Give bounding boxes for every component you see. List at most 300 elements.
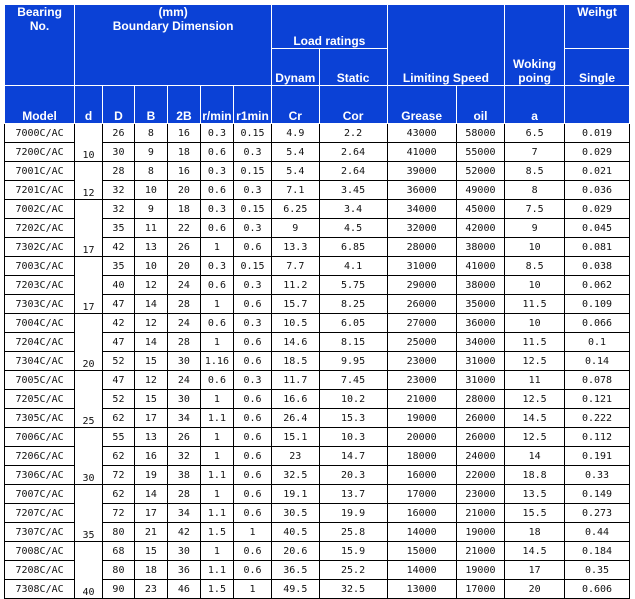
static-load-cell: 7.45 — [319, 371, 387, 390]
r1-min-cell: 0.15 — [233, 162, 271, 181]
r-min-cell: 1 — [200, 447, 233, 466]
model-cell: 7303C/AC — [5, 295, 75, 314]
outer-diameter-cell: 30 — [102, 143, 134, 162]
dynamic-load-cell: 18.5 — [272, 352, 319, 371]
grease-speed-cell: 18000 — [387, 447, 456, 466]
outer-diameter-cell: 42 — [102, 238, 134, 257]
dynamic-load-cell: 36.5 — [272, 561, 319, 580]
oil-speed-cell: 49000 — [456, 181, 504, 200]
woking-poing-cell: 8 — [505, 181, 565, 200]
r-min-cell: 1.5 — [200, 580, 233, 599]
grease-speed-cell: 14000 — [387, 523, 456, 542]
double-width-cell: 28 — [167, 485, 200, 504]
grease-speed-cell: 25000 — [387, 333, 456, 352]
dynamic-load-cell: 16.6 — [272, 390, 319, 409]
dynamic-load-cell: 30.5 — [272, 504, 319, 523]
woking-poing-cell: 10 — [505, 276, 565, 295]
static-load-cell: 8.15 — [319, 333, 387, 352]
double-width-cell: 20 — [167, 181, 200, 200]
grease-speed-cell: 32000 — [387, 219, 456, 238]
static-load-cell: 6.85 — [319, 238, 387, 257]
width-cell: 14 — [134, 295, 167, 314]
r-min-cell: 0.6 — [200, 276, 233, 295]
oil-speed-cell: 19000 — [456, 561, 504, 580]
header-woking-poing: Woking poing — [505, 5, 565, 86]
static-load-cell: 2.64 — [319, 162, 387, 181]
double-width-cell: 28 — [167, 295, 200, 314]
oil-speed-cell: 23000 — [456, 485, 504, 504]
table-row — [5, 124, 630, 143]
dynamic-load-cell: 14.6 — [272, 333, 319, 352]
dynamic-load-cell: 7.1 — [272, 181, 319, 200]
woking-poing-cell: 12.5 — [505, 390, 565, 409]
dynamic-load-cell: 13.3 — [272, 238, 319, 257]
r-min-cell: 1.16 — [200, 352, 233, 371]
weight-cell: 0.062 — [565, 276, 630, 295]
weight-cell: 0.066 — [565, 314, 630, 333]
header-boundary-dimension — [75, 5, 272, 86]
oil-speed-cell: 31000 — [456, 371, 504, 390]
dynamic-load-cell: 15.7 — [272, 295, 319, 314]
dynamic-load-cell: 23 — [272, 447, 319, 466]
oil-speed-cell: 26000 — [456, 428, 504, 447]
outer-diameter-cell: 32 — [102, 200, 134, 219]
woking-poing-cell: 9 — [505, 219, 565, 238]
outer-diameter-cell: 90 — [102, 580, 134, 599]
model-cell: 7306C/AC — [5, 466, 75, 485]
r-min-cell: 1 — [200, 390, 233, 409]
table-body — [5, 124, 630, 599]
weight-cell: 0.036 — [565, 181, 630, 200]
double-width-cell: 28 — [167, 333, 200, 352]
grease-speed-cell: 20000 — [387, 428, 456, 447]
weight-cell: 0.606 — [565, 580, 630, 599]
double-width-cell: 30 — [167, 542, 200, 561]
header-D: D — [102, 86, 134, 124]
outer-diameter-cell: 62 — [102, 447, 134, 466]
width-cell: 16 — [134, 447, 167, 466]
outer-diameter-cell: 55 — [102, 428, 134, 447]
r1-min-cell: 0.3 — [233, 181, 271, 200]
weight-cell: 0.35 — [565, 561, 630, 580]
oil-speed-cell: 19000 — [456, 523, 504, 542]
woking-poing-cell: 8.5 — [505, 257, 565, 276]
model-cell: 7206C/AC — [5, 447, 75, 466]
model-cell: 7204C/AC — [5, 333, 75, 352]
oil-speed-cell: 22000 — [456, 466, 504, 485]
woking-poing-cell: 12.5 — [505, 428, 565, 447]
static-load-cell: 13.7 — [319, 485, 387, 504]
r1-min-cell: 0.15 — [233, 124, 271, 143]
weight-cell: 0.109 — [565, 295, 630, 314]
r1-min-cell: 0.6 — [233, 485, 271, 504]
oil-speed-cell: 28000 — [456, 390, 504, 409]
table-row — [5, 371, 630, 390]
weight-cell: 0.045 — [565, 219, 630, 238]
dynamic-load-cell: 26.4 — [272, 409, 319, 428]
model-cell: 7304C/AC — [5, 352, 75, 371]
woking-poing-cell: 14 — [505, 447, 565, 466]
woking-poing-cell: 20 — [505, 580, 565, 599]
outer-diameter-cell: 32 — [102, 181, 134, 200]
woking-poing-cell: 7 — [505, 143, 565, 162]
table-header — [5, 5, 630, 124]
table-row — [5, 314, 630, 333]
oil-speed-cell: 58000 — [456, 124, 504, 143]
dynamic-load-cell: 11.2 — [272, 276, 319, 295]
bore-diameter-cell: 25 — [75, 371, 103, 428]
dynamic-load-cell: 10.5 — [272, 314, 319, 333]
oil-speed-cell: 52000 — [456, 162, 504, 181]
r1-min-cell: 0.3 — [233, 314, 271, 333]
table-row — [5, 542, 630, 561]
model-cell: 7203C/AC — [5, 276, 75, 295]
model-cell: 7003C/AC — [5, 257, 75, 276]
header-static: Static — [319, 49, 387, 86]
double-width-cell: 24 — [167, 314, 200, 333]
static-load-cell: 2.2 — [319, 124, 387, 143]
header-oil: oil — [456, 86, 504, 124]
r1-min-cell: 0.6 — [233, 561, 271, 580]
grease-speed-cell: 13000 — [387, 580, 456, 599]
static-load-cell: 2.64 — [319, 143, 387, 162]
weight-cell: 0.121 — [565, 390, 630, 409]
header-grease: Grease — [387, 86, 456, 124]
outer-diameter-cell: 35 — [102, 257, 134, 276]
woking-poing-cell: 11.5 — [505, 333, 565, 352]
dynamic-load-cell: 5.4 — [272, 143, 319, 162]
r1-min-cell: 1 — [233, 580, 271, 599]
outer-diameter-cell: 80 — [102, 523, 134, 542]
header-B: B — [134, 86, 167, 124]
double-width-cell: 24 — [167, 371, 200, 390]
static-load-cell: 15.3 — [319, 409, 387, 428]
static-load-cell: 8.25 — [319, 295, 387, 314]
weight-cell: 0.14 — [565, 352, 630, 371]
r-min-cell: 1.1 — [200, 561, 233, 580]
woking-poing-cell: 11.5 — [505, 295, 565, 314]
table-row — [5, 428, 630, 447]
model-cell: 7200C/AC — [5, 143, 75, 162]
r1-min-cell: 0.15 — [233, 200, 271, 219]
r1-min-cell: 0.6 — [233, 295, 271, 314]
width-cell: 15 — [134, 542, 167, 561]
grease-speed-cell: 23000 — [387, 352, 456, 371]
table-row — [5, 257, 630, 276]
header-bearing-no: Bearing No. — [5, 5, 75, 86]
r-min-cell: 1.1 — [200, 504, 233, 523]
header-dynam: Dynam — [272, 49, 319, 86]
double-width-cell: 38 — [167, 466, 200, 485]
double-width-cell: 20 — [167, 257, 200, 276]
outer-diameter-cell: 72 — [102, 466, 134, 485]
width-cell: 11 — [134, 219, 167, 238]
woking-poing-cell: 10 — [505, 238, 565, 257]
outer-diameter-cell: 52 — [102, 390, 134, 409]
dynamic-load-cell: 11.7 — [272, 371, 319, 390]
bore-diameter-cell: 17 — [75, 200, 103, 257]
model-cell: 7002C/AC — [5, 200, 75, 219]
width-cell: 8 — [134, 124, 167, 143]
dynamic-load-cell: 20.6 — [272, 542, 319, 561]
grease-speed-cell: 16000 — [387, 466, 456, 485]
outer-diameter-cell: 72 — [102, 504, 134, 523]
weight-cell: 0.184 — [565, 542, 630, 561]
r1-min-cell: 0.6 — [233, 447, 271, 466]
table-row — [5, 162, 630, 181]
double-width-cell: 30 — [167, 352, 200, 371]
width-cell: 17 — [134, 504, 167, 523]
outer-diameter-cell: 47 — [102, 295, 134, 314]
woking-poing-cell: 12.5 — [505, 352, 565, 371]
weight-cell: 0.038 — [565, 257, 630, 276]
outer-diameter-cell: 52 — [102, 352, 134, 371]
header-model: Model — [5, 86, 75, 124]
r1-min-cell: 0.6 — [233, 542, 271, 561]
weight-cell: 0.081 — [565, 238, 630, 257]
grease-speed-cell: 17000 — [387, 485, 456, 504]
r-min-cell: 1 — [200, 485, 233, 504]
oil-speed-cell: 38000 — [456, 276, 504, 295]
outer-diameter-cell: 28 — [102, 162, 134, 181]
weight-cell: 0.029 — [565, 143, 630, 162]
r-min-cell: 1 — [200, 333, 233, 352]
width-cell: 17 — [134, 409, 167, 428]
grease-speed-cell: 31000 — [387, 257, 456, 276]
weight-cell: 0.44 — [565, 523, 630, 542]
double-width-cell: 34 — [167, 409, 200, 428]
grease-speed-cell: 28000 — [387, 238, 456, 257]
model-cell: 7006C/AC — [5, 428, 75, 447]
woking-poing-cell: 14.5 — [505, 542, 565, 561]
double-width-cell: 18 — [167, 143, 200, 162]
double-width-cell: 24 — [167, 276, 200, 295]
weight-cell: 0.029 — [565, 200, 630, 219]
width-cell: 23 — [134, 580, 167, 599]
r1-min-cell: 0.6 — [233, 504, 271, 523]
dynamic-load-cell: 15.1 — [272, 428, 319, 447]
r1-min-cell: 0.15 — [233, 257, 271, 276]
r1-min-cell: 0.3 — [233, 371, 271, 390]
static-load-cell: 19.9 — [319, 504, 387, 523]
double-width-cell: 34 — [167, 504, 200, 523]
static-load-cell: 4.5 — [319, 219, 387, 238]
width-cell: 15 — [134, 352, 167, 371]
outer-diameter-cell: 62 — [102, 485, 134, 504]
weight-cell: 0.112 — [565, 428, 630, 447]
width-cell: 10 — [134, 181, 167, 200]
r1-min-cell: 0.6 — [233, 352, 271, 371]
r-min-cell: 0.6 — [200, 219, 233, 238]
oil-speed-cell: 17000 — [456, 580, 504, 599]
model-cell: 7308C/AC — [5, 580, 75, 599]
r-min-cell: 1 — [200, 238, 233, 257]
woking-poing-cell: 7.5 — [505, 200, 565, 219]
header-mm: (mm) — [158, 5, 188, 19]
width-cell: 12 — [134, 371, 167, 390]
grease-speed-cell: 14000 — [387, 561, 456, 580]
grease-speed-cell: 36000 — [387, 181, 456, 200]
oil-speed-cell: 34000 — [456, 333, 504, 352]
model-cell: 7302C/AC — [5, 238, 75, 257]
oil-speed-cell: 55000 — [456, 143, 504, 162]
static-load-cell: 25.2 — [319, 561, 387, 580]
r-min-cell: 1 — [200, 295, 233, 314]
bore-diameter-cell: 30 — [75, 428, 103, 485]
oil-speed-cell: 41000 — [456, 257, 504, 276]
width-cell: 10 — [134, 257, 167, 276]
r-min-cell: 0.6 — [200, 143, 233, 162]
static-load-cell: 10.2 — [319, 390, 387, 409]
weight-cell: 0.273 — [565, 504, 630, 523]
static-load-cell: 4.1 — [319, 257, 387, 276]
static-load-cell: 3.4 — [319, 200, 387, 219]
double-width-cell: 32 — [167, 447, 200, 466]
width-cell: 18 — [134, 561, 167, 580]
grease-speed-cell: 43000 — [387, 124, 456, 143]
dynamic-load-cell: 32.5 — [272, 466, 319, 485]
r1-min-cell: 0.6 — [233, 390, 271, 409]
bearing-spec-table — [4, 4, 630, 599]
model-cell: 7205C/AC — [5, 390, 75, 409]
table-row — [5, 200, 630, 219]
grease-speed-cell: 26000 — [387, 295, 456, 314]
r-min-cell: 1.1 — [200, 409, 233, 428]
model-cell: 7208C/AC — [5, 561, 75, 580]
grease-speed-cell: 34000 — [387, 200, 456, 219]
dynamic-load-cell: 19.1 — [272, 485, 319, 504]
double-width-cell: 42 — [167, 523, 200, 542]
dynamic-load-cell: 9 — [272, 219, 319, 238]
oil-speed-cell: 21000 — [456, 542, 504, 561]
static-load-cell: 25.8 — [319, 523, 387, 542]
grease-speed-cell: 41000 — [387, 143, 456, 162]
weight-cell: 0.019 — [565, 124, 630, 143]
woking-poing-cell: 15.5 — [505, 504, 565, 523]
header-d: d — [75, 86, 103, 124]
r-min-cell: 0.3 — [200, 257, 233, 276]
header-limiting-speed: Limiting Speed — [387, 5, 505, 86]
bore-diameter-cell: 40 — [75, 542, 103, 599]
r1-min-cell: 0.3 — [233, 219, 271, 238]
oil-speed-cell: 38000 — [456, 238, 504, 257]
double-width-cell: 26 — [167, 238, 200, 257]
oil-speed-cell: 21000 — [456, 504, 504, 523]
bore-diameter-cell: 12 — [75, 162, 103, 200]
header-r-min: r/min — [200, 86, 233, 124]
model-cell: 7004C/AC — [5, 314, 75, 333]
r-min-cell: 0.6 — [200, 371, 233, 390]
dynamic-load-cell: 4.9 — [272, 124, 319, 143]
woking-poing-cell: 11 — [505, 371, 565, 390]
oil-speed-cell: 26000 — [456, 409, 504, 428]
width-cell: 9 — [134, 200, 167, 219]
outer-diameter-cell: 42 — [102, 314, 134, 333]
outer-diameter-cell: 47 — [102, 371, 134, 390]
double-width-cell: 36 — [167, 561, 200, 580]
grease-speed-cell: 21000 — [387, 390, 456, 409]
static-load-cell: 6.05 — [319, 314, 387, 333]
double-width-cell: 22 — [167, 219, 200, 238]
model-cell: 7202C/AC — [5, 219, 75, 238]
grease-speed-cell: 27000 — [387, 314, 456, 333]
table-row — [5, 485, 630, 504]
oil-speed-cell: 24000 — [456, 447, 504, 466]
r1-min-cell: 0.6 — [233, 428, 271, 447]
r1-min-cell: 0.3 — [233, 143, 271, 162]
model-cell: 7001C/AC — [5, 162, 75, 181]
width-cell: 21 — [134, 523, 167, 542]
oil-speed-cell: 42000 — [456, 219, 504, 238]
outer-diameter-cell: 80 — [102, 561, 134, 580]
bore-diameter-cell: 10 — [75, 124, 103, 162]
double-width-cell: 18 — [167, 200, 200, 219]
r1-min-cell: 0.6 — [233, 238, 271, 257]
woking-poing-cell: 8.5 — [505, 162, 565, 181]
woking-poing-cell: 17 — [505, 561, 565, 580]
header-r1min: r1min — [233, 86, 271, 124]
r-min-cell: 1.5 — [200, 523, 233, 542]
grease-speed-cell: 16000 — [387, 504, 456, 523]
static-load-cell: 14.7 — [319, 447, 387, 466]
static-load-cell: 20.3 — [319, 466, 387, 485]
width-cell: 12 — [134, 314, 167, 333]
bore-diameter-cell: 20 — [75, 314, 103, 371]
model-cell: 7201C/AC — [5, 181, 75, 200]
r1-min-cell: 0.6 — [233, 466, 271, 485]
r-min-cell: 0.6 — [200, 181, 233, 200]
outer-diameter-cell: 47 — [102, 333, 134, 352]
double-width-cell: 30 — [167, 390, 200, 409]
oil-speed-cell: 36000 — [456, 314, 504, 333]
woking-poing-cell: 14.5 — [505, 409, 565, 428]
r-min-cell: 1.1 — [200, 466, 233, 485]
r1-min-cell: 0.6 — [233, 409, 271, 428]
width-cell: 12 — [134, 276, 167, 295]
static-load-cell: 5.75 — [319, 276, 387, 295]
r-min-cell: 1 — [200, 542, 233, 561]
weight-cell: 0.149 — [565, 485, 630, 504]
static-load-cell: 10.3 — [319, 428, 387, 447]
outer-diameter-cell: 35 — [102, 219, 134, 238]
r-min-cell: 0.3 — [200, 124, 233, 143]
woking-poing-cell: 6.5 — [505, 124, 565, 143]
header-2B: 2B — [167, 86, 200, 124]
header-weihgt: Weihgt — [565, 5, 630, 49]
dynamic-load-cell: 7.7 — [272, 257, 319, 276]
bore-diameter-cell: 35 — [75, 485, 103, 542]
grease-speed-cell: 19000 — [387, 409, 456, 428]
r1-min-cell: 0.6 — [233, 333, 271, 352]
dynamic-load-cell: 5.4 — [272, 162, 319, 181]
woking-poing-cell: 18.8 — [505, 466, 565, 485]
weight-cell: 0.33 — [565, 466, 630, 485]
double-width-cell: 26 — [167, 428, 200, 447]
model-cell: 7307C/AC — [5, 523, 75, 542]
width-cell: 19 — [134, 466, 167, 485]
width-cell: 13 — [134, 238, 167, 257]
oil-speed-cell: 45000 — [456, 200, 504, 219]
model-cell: 7000C/AC — [5, 124, 75, 143]
width-cell: 13 — [134, 428, 167, 447]
width-cell: 9 — [134, 143, 167, 162]
grease-speed-cell: 15000 — [387, 542, 456, 561]
weight-cell: 0.1 — [565, 333, 630, 352]
outer-diameter-cell: 62 — [102, 409, 134, 428]
weight-cell: 0.191 — [565, 447, 630, 466]
weight-cell: 0.222 — [565, 409, 630, 428]
grease-speed-cell: 23000 — [387, 371, 456, 390]
